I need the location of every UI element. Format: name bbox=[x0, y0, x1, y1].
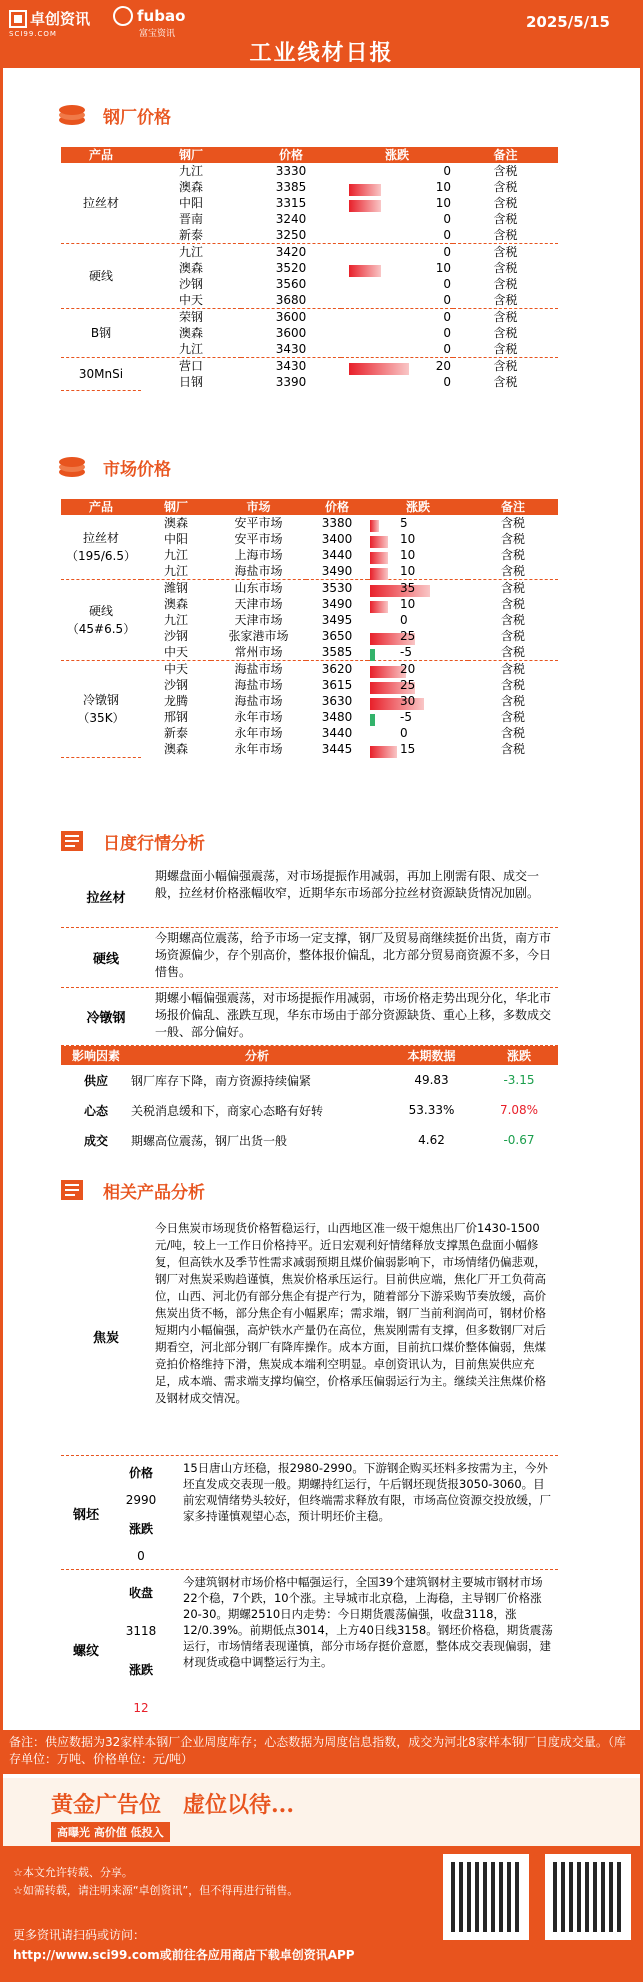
mill-cell: 澳森 bbox=[163, 597, 188, 611]
table-header: 产品 钢厂 价格 涨跌 备注 bbox=[61, 147, 558, 163]
change-cell: 10 bbox=[341, 179, 453, 195]
mill-cell: 九江 bbox=[163, 564, 188, 578]
market-cell: 安平市场 bbox=[234, 516, 283, 530]
note-cell: 含税 bbox=[500, 564, 525, 578]
rebar-price: 3118 bbox=[125, 1623, 157, 1638]
analysis-cell: 钢厂库存下降，南方资源持续偏紧 bbox=[131, 1073, 312, 1088]
mill-cell: 澳森 bbox=[178, 180, 203, 194]
change-cell: 10 bbox=[368, 563, 468, 580]
price-cell: 3440 bbox=[321, 548, 353, 562]
footer bbox=[3, 1846, 640, 1982]
sci99-logo: 卓创资讯 bbox=[9, 8, 90, 29]
mill-cell: 九江 bbox=[178, 245, 203, 259]
mill-cell: 中阳 bbox=[163, 532, 188, 546]
price-cell: 3390 bbox=[275, 375, 307, 389]
section-title: 钢厂价格 bbox=[103, 108, 171, 128]
fubao-logo-sub: 富宝资讯 bbox=[139, 29, 176, 39]
rebar-stats: 收盘 3118 涨跌 12 bbox=[111, 1572, 171, 1726]
change-bar bbox=[349, 200, 381, 212]
billet-label: 钢坯 bbox=[72, 1508, 99, 1523]
price-cell: 3600 bbox=[275, 326, 307, 340]
market-cell: 山东市场 bbox=[234, 581, 283, 595]
note-cell: 含税 bbox=[500, 710, 525, 724]
footer-link[interactable]: http://www.sci99.com或前往各应用商店下载卓创资讯APP bbox=[13, 1948, 355, 1962]
table-row bbox=[61, 163, 558, 179]
mill-cell: 营口 bbox=[178, 359, 203, 373]
analysis-text: 期螺盘面小幅偏强震荡，对市场提振作用减弱，再加上刚需有限、成交一般，拉丝材价格涨幅收窄，近期华东市场部分拉丝材资源缺货情况加剧。 bbox=[155, 869, 540, 900]
market-cell: 永年市场 bbox=[234, 726, 283, 740]
daily-analysis-table bbox=[61, 866, 558, 1046]
change-bar bbox=[349, 363, 409, 375]
product-cell: 拉丝材 bbox=[61, 163, 141, 244]
mill-cell: 沙钢 bbox=[178, 277, 203, 291]
change-cell: 30 bbox=[368, 693, 468, 709]
change-cell: -3.15 bbox=[503, 1073, 535, 1087]
mill-cell: 沙钢 bbox=[163, 629, 188, 643]
table-row bbox=[61, 580, 558, 597]
note-cell: 含税 bbox=[500, 597, 525, 611]
mill-cell: 澳森 bbox=[163, 516, 188, 530]
mill-cell: 荣钢 bbox=[178, 310, 203, 324]
influence-table bbox=[61, 1046, 558, 1155]
change-cell: 25 bbox=[368, 628, 468, 644]
change-cell: 0 bbox=[443, 228, 451, 242]
related-billet bbox=[61, 1458, 558, 1570]
price-cell: 3250 bbox=[275, 228, 307, 242]
section-mill-price bbox=[3, 100, 640, 130]
change-cell: 0 bbox=[443, 293, 451, 307]
price-cell: 3530 bbox=[321, 581, 353, 595]
qr-code-app bbox=[443, 1854, 529, 1940]
note-cell: 含税 bbox=[500, 742, 525, 756]
change-bar bbox=[349, 265, 381, 277]
billet-price: 2990 bbox=[125, 1493, 157, 1508]
analysis-label: 冷镦钢 bbox=[86, 1011, 126, 1026]
price-cell: 3430 bbox=[275, 342, 307, 356]
note-cell: 含税 bbox=[493, 326, 518, 340]
price-cell: 3560 bbox=[275, 277, 307, 291]
note-cell: 含税 bbox=[500, 581, 525, 595]
price-cell: 3615 bbox=[321, 678, 353, 692]
change-cell: 20 bbox=[368, 661, 468, 678]
price-cell: 3490 bbox=[321, 564, 353, 578]
analysis-row bbox=[61, 988, 558, 1046]
table-row bbox=[61, 515, 558, 531]
change-cell: -0.67 bbox=[503, 1133, 535, 1147]
rebar-change: 12 bbox=[133, 1700, 149, 1715]
note-cell: 含税 bbox=[493, 228, 518, 242]
price-cell: 3600 bbox=[275, 310, 307, 324]
billet-change: 0 bbox=[137, 1548, 145, 1563]
market-cell: 天津市场 bbox=[234, 613, 283, 627]
note-cell: 含税 bbox=[493, 375, 518, 389]
change-cell: 0 bbox=[443, 342, 451, 356]
mill-cell: 澳森 bbox=[178, 326, 203, 340]
note-cell: 含税 bbox=[500, 629, 525, 643]
influence-row bbox=[61, 1125, 558, 1155]
mill-cell: 潍钢 bbox=[163, 581, 188, 595]
market-cell: 永年市场 bbox=[234, 742, 283, 756]
product-cell: 30MnSi bbox=[61, 358, 141, 391]
change-cell: 15 bbox=[368, 741, 468, 757]
price-cell: 3490 bbox=[321, 597, 353, 611]
mill-cell: 新泰 bbox=[163, 726, 188, 740]
data-cell: 4.62 bbox=[418, 1133, 445, 1147]
market-cell: 海盐市场 bbox=[234, 694, 283, 708]
change-cell: 10 bbox=[368, 547, 468, 563]
table-row bbox=[61, 244, 558, 261]
analysis-label: 拉丝材 bbox=[86, 891, 126, 906]
change-cell: 10 bbox=[341, 260, 453, 276]
sci99-logo-sub: SCI99.COM bbox=[9, 30, 57, 38]
price-cell: 3630 bbox=[321, 694, 353, 708]
change-cell: 0 bbox=[443, 245, 451, 259]
price-cell: 3495 bbox=[321, 613, 353, 627]
price-cell: 3380 bbox=[321, 516, 353, 530]
analysis-row bbox=[61, 928, 558, 988]
mill-cell: 日钢 bbox=[178, 375, 203, 389]
page-title: 工业线材日报 bbox=[249, 40, 394, 66]
price-cell: 3240 bbox=[275, 212, 307, 226]
factor-cell: 供应 bbox=[83, 1073, 108, 1088]
footer-line2: ☆如需转载，请注明来源“卓创资讯”，但不得再进行销售。 bbox=[13, 1884, 299, 1897]
change-cell: 0 bbox=[443, 326, 451, 340]
section-market-price bbox=[3, 452, 640, 482]
analysis-row bbox=[61, 866, 558, 928]
table-row bbox=[61, 661, 558, 678]
note-cell: 含税 bbox=[493, 196, 518, 210]
note-cell: 含税 bbox=[493, 164, 518, 178]
price-cell: 3480 bbox=[321, 710, 353, 724]
table-row bbox=[61, 358, 558, 375]
analysis-text: 期螺小幅偏强震荡，对市场提振作用减弱，市场价格走势出现分化，华北市场报价偏乱、涨跌互现，华东市场由于部分资源缺货、重心上移，多数成交一般、部分偏好。 bbox=[155, 991, 552, 1039]
mill-cell: 新泰 bbox=[178, 228, 203, 242]
mill-cell: 澳森 bbox=[163, 742, 188, 756]
note-cell: 含税 bbox=[500, 645, 525, 659]
note-cell: 含税 bbox=[493, 293, 518, 307]
footnote: 备注：供应数据为32家样本钢厂企业周度库存；心态数据为周度信息指数，成交为河北8家样本钢厂日度成交量。（库存单位：万吨、价格单位：元/吨） bbox=[3, 1730, 640, 1774]
price-cell: 3680 bbox=[275, 293, 307, 307]
section-daily-analysis bbox=[3, 826, 640, 856]
table-row bbox=[61, 309, 558, 326]
change-cell: 10 bbox=[368, 531, 468, 547]
change-cell: 0 bbox=[443, 164, 451, 178]
price-cell: 3620 bbox=[321, 662, 353, 676]
price-cell: 3440 bbox=[321, 726, 353, 740]
influence-row bbox=[61, 1065, 558, 1095]
note-cell: 含税 bbox=[493, 359, 518, 373]
influence-row bbox=[61, 1095, 558, 1125]
factor-cell: 成交 bbox=[83, 1133, 108, 1148]
change-cell: 7.08% bbox=[499, 1103, 539, 1117]
note-cell: 含税 bbox=[493, 261, 518, 275]
price-cell: 3330 bbox=[275, 164, 307, 178]
note-cell: 含税 bbox=[500, 613, 525, 627]
change-bar bbox=[349, 184, 381, 196]
steel-coil-icon bbox=[58, 104, 86, 126]
influence-header: 影响因素 分析 本期数据 涨跌 bbox=[61, 1046, 558, 1065]
section-title: 市场价格 bbox=[103, 460, 171, 480]
note-cell: 含税 bbox=[493, 212, 518, 226]
change-cell: 0 bbox=[400, 726, 408, 740]
product-cell: 硬线 （45#6.5） bbox=[61, 580, 141, 661]
steel-coil-icon bbox=[58, 456, 86, 478]
product-cell: 拉丝材 （195/6.5） bbox=[61, 515, 141, 580]
price-cell: 3445 bbox=[321, 742, 353, 756]
note-cell: 含税 bbox=[493, 277, 518, 291]
report-date: 2025/5/15 bbox=[525, 13, 610, 31]
mill-price-table bbox=[61, 147, 558, 391]
note-cell: 含税 bbox=[493, 245, 518, 259]
price-cell: 3520 bbox=[275, 261, 307, 275]
note-cell: 含税 bbox=[500, 516, 525, 530]
market-cell: 永年市场 bbox=[234, 710, 283, 724]
mill-cell: 九江 bbox=[178, 342, 203, 356]
market-cell: 天津市场 bbox=[234, 597, 283, 611]
section-title: 相关产品分析 bbox=[103, 1183, 205, 1203]
billet-stats: 价格 2990 涨跌 0 bbox=[111, 1458, 171, 1569]
ad-subtitle: 高曝光 高价值 低投入 bbox=[51, 1822, 170, 1842]
data-cell: 53.33% bbox=[408, 1103, 455, 1117]
data-cell: 49.83 bbox=[414, 1073, 449, 1087]
change-cell: 10 bbox=[341, 195, 453, 211]
analysis-label: 硬线 bbox=[92, 952, 119, 967]
mill-cell: 中天 bbox=[163, 645, 188, 659]
mill-cell: 晋南 bbox=[178, 212, 203, 226]
mill-cell: 龙腾 bbox=[163, 694, 188, 708]
billet-text: 15日唐山方坯稳，报2980-2990。下游钢企购买坯料多按需为主，今外坯直发成交表现一般。期螺持红运行，午后钢坯现货报3050-3060。目前宏观情绪势头较好，但终端需求释放有限，市场高位资源交投放缓，厂家多持谨慎观望心态，预计明坯价主稳。 bbox=[183, 1461, 551, 1523]
change-cell: 20 bbox=[341, 358, 453, 375]
ad-title: 黄金广告位 虚位以待... bbox=[51, 1792, 294, 1818]
note-cell: 含税 bbox=[500, 694, 525, 708]
change-cell: -5 bbox=[368, 709, 468, 725]
market-cell: 海盐市场 bbox=[234, 564, 283, 578]
note-cell: 含税 bbox=[500, 662, 525, 676]
change-cell: 0 bbox=[443, 277, 451, 291]
mill-cell: 中天 bbox=[163, 662, 188, 676]
mill-cell: 九江 bbox=[178, 164, 203, 178]
market-cell: 上海市场 bbox=[234, 548, 283, 562]
market-cell: 常州市场 bbox=[234, 645, 283, 659]
section-related-products bbox=[3, 1175, 640, 1205]
product-cell: 冷镦钢 （35K） bbox=[61, 661, 141, 758]
change-cell: 0 bbox=[443, 212, 451, 226]
rebar-label: 螺纹 bbox=[72, 1643, 99, 1659]
note-cell: 含税 bbox=[493, 180, 518, 194]
mill-cell: 沙钢 bbox=[163, 678, 188, 692]
product-cell: B钢 bbox=[61, 309, 141, 358]
mill-cell: 澳森 bbox=[178, 261, 203, 275]
related-rebar bbox=[61, 1572, 558, 1726]
change-cell: 25 bbox=[368, 677, 468, 693]
market-cell: 海盐市场 bbox=[234, 662, 283, 676]
document-icon bbox=[58, 1179, 86, 1201]
analysis-text: 今期螺高位震荡，给予市场一定支撑，钢厂及贸易商继续挺价出货，南方市场资源偏少，存个别高价，整体报价偏乱，北方部分贸易商资源不多，今日惜售。 bbox=[155, 931, 552, 979]
factor-cell: 心态 bbox=[83, 1103, 108, 1118]
footer-line3: 更多资讯请扫码或访问： bbox=[13, 1928, 146, 1942]
related-coke bbox=[61, 1218, 558, 1456]
table-header: 产品 钢厂 市场 价格 涨跌 备注 bbox=[61, 499, 558, 515]
change-cell: 0 bbox=[443, 310, 451, 324]
change-cell: 0 bbox=[400, 613, 408, 627]
ad-banner[interactable] bbox=[3, 1778, 640, 1846]
note-cell: 含税 bbox=[500, 548, 525, 562]
change-cell: 0 bbox=[443, 375, 451, 389]
document-icon bbox=[58, 830, 86, 852]
market-cell: 海盐市场 bbox=[234, 678, 283, 692]
price-cell: 3650 bbox=[321, 629, 353, 643]
note-cell: 含税 bbox=[493, 310, 518, 324]
price-cell: 3400 bbox=[321, 532, 353, 546]
mill-cell: 九江 bbox=[163, 548, 188, 562]
header bbox=[3, 0, 640, 68]
note-cell: 含税 bbox=[500, 532, 525, 546]
change-cell: 35 bbox=[368, 580, 468, 597]
footer-line1: ☆本文允许转载、分享。 bbox=[13, 1866, 133, 1879]
note-cell: 含税 bbox=[493, 342, 518, 356]
market-cell: 张家港市场 bbox=[228, 629, 289, 643]
price-cell: 3385 bbox=[275, 180, 307, 194]
product-cell: 硬线 bbox=[61, 244, 141, 309]
fubao-logo: fubao bbox=[113, 6, 185, 26]
section-title: 日度行情分析 bbox=[103, 834, 205, 854]
change-cell: 10 bbox=[368, 596, 468, 612]
mill-cell: 中天 bbox=[178, 293, 203, 307]
change-cell: -5 bbox=[368, 644, 468, 661]
analysis-cell: 关税消息缓和下，商家心态略有好转 bbox=[131, 1103, 324, 1118]
market-cell: 安平市场 bbox=[234, 532, 283, 546]
mill-cell: 中阳 bbox=[178, 196, 203, 210]
mill-cell: 九江 bbox=[163, 613, 188, 627]
note-cell: 含税 bbox=[500, 726, 525, 740]
qr-code-wechat bbox=[545, 1854, 631, 1940]
note-cell: 含税 bbox=[500, 678, 525, 692]
mill-cell: 邢钢 bbox=[163, 710, 188, 724]
market-price-table bbox=[61, 499, 558, 758]
price-cell: 3420 bbox=[275, 245, 307, 259]
change-cell: 5 bbox=[368, 515, 468, 531]
coke-label: 焦炭 bbox=[92, 1331, 119, 1346]
rebar-text: 今建筑钢材市场价格中幅强运行，全国39个建筑钢材主要城市钢材市场22个稳，7个跌，10个涨。主导城市北京稳，上海稳，主导钢厂价格涨20-30。期螺2510日内走势：今日期货震荡偏强，收盘3118，涨12/0.39%。前期低点3014，上方40日线3158。钢坯价格稳，期货震荡运行，市场情绪表现谨慎，部分市场存挺价意愿，整体成交表现偏弱，建材现货或稳中调整运行为主。 bbox=[183, 1575, 553, 1669]
price-cell: 3315 bbox=[275, 196, 307, 210]
price-cell: 3430 bbox=[275, 359, 307, 373]
analysis-cell: 期螺高位震荡，钢厂出货一般 bbox=[131, 1133, 288, 1148]
price-cell: 3585 bbox=[321, 645, 353, 659]
coke-text: 今日焦炭市场现货价格暂稳运行，山西地区准一级干熄焦出厂价1430-1500元/吨，较上一工作日价格持平。近日宏观利好情绪释放支撑黑色盘面小幅修复，但高铁水及季节性需求减弱预期且煤价偏弱影响下，市场情绪仍偏悲观，钢厂对焦炭采购趋谨慎，焦炭价格承压运行。目前供应端，焦化厂开工负荷高位，山西、河北仍有部分焦企有提产行为，随着部分下游采购节奏放缓，高价焦炭出货不畅，部分焦企有小幅累库；需求端，钢厂当前利润尚可，钢材价格短期内小幅偏强，高炉铁水产量仍在高位，焦炭刚需有支撑，但多数钢厂对后期看空，河北部分钢厂有降库操作。成本方面，目前抗口煤价整体偏弱，焦煤竞拍价格维持下滑，焦炭成本端利空明显。卓创资讯认为，目前焦炭供应充足，成本端、需求端支撑均偏空，价格承压偏弱运行为主。继续关注焦煤价格及钢材成交情况。 bbox=[155, 1221, 546, 1405]
